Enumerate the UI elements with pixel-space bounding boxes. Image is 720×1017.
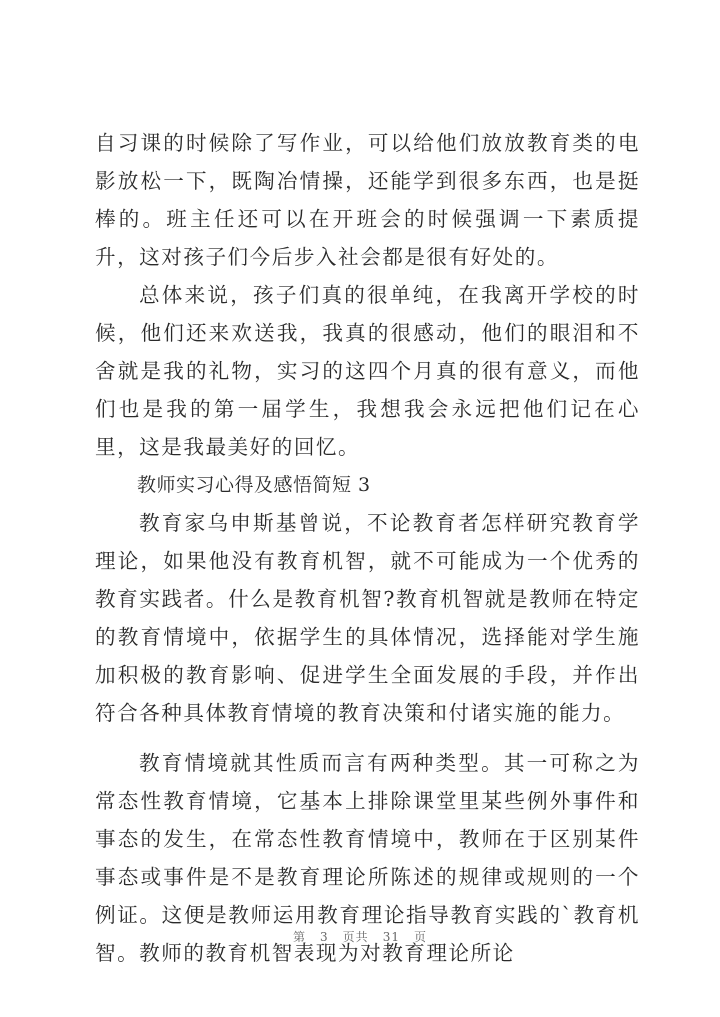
- footer-middle: 页共: [342, 930, 369, 944]
- footer-page-number: 3: [320, 930, 329, 944]
- page-footer: [0, 928, 720, 945]
- footer-prefix: 第: [293, 930, 307, 944]
- footer-suffix: 页: [413, 930, 427, 944]
- paragraph-1: 自习课的时候除了写作业，可以给他们放放教育类的电影放松一下，既陶冶情操，还能学到很多东西，也是挺棒的。班主任还可以在开班会的时候强调一下素质提升，这对孩子们今后步入社会都是很有好处的。: [95, 131, 640, 269]
- paragraph-3: 教育家乌申斯基曾说，不论教育者怎样研究教育学理论，如果他没有教育机智，就不可能成为一个优秀的教育实践者。什么是教育机智?教育机智就是教师在特定的教育情境中，依据学生的具体情况，选择能对学生施加积极的教育影响、促进学生全面发展的手段，并作出符合各种具体教育情境的教育决策和付诸实施的能力。: [95, 511, 640, 725]
- footer-total-pages: 31: [382, 930, 400, 944]
- paragraph-2: 总体来说，孩子们真的很单纯，在我离开学校的时候，他们还来欢送我，我真的很感动，他们的眼泪和不舍就是我的礼物，实习的这四个月真的很有意义，而他们也是我的第一届学生，我想我会永远把他们记在心里，这是我最美好的回忆。: [95, 283, 640, 459]
- document-body: [95, 124, 640, 972]
- section-heading: 教师实习心得及感悟简短 3: [137, 474, 371, 496]
- paragraph-4: 教育情境就其性质而言有两种类型。其一可称之为常态性教育情境，它基本上排除课堂里某些例外事件和事态的发生，在常态性教育情境中，教师在于区别某件事态或事件是不是教育理论所陈述的规律或规则的一个例证。这便是教师运用教育理论指导教育实践的`教育机智。教师的教育机智表现为对教育理论所论: [95, 751, 640, 965]
